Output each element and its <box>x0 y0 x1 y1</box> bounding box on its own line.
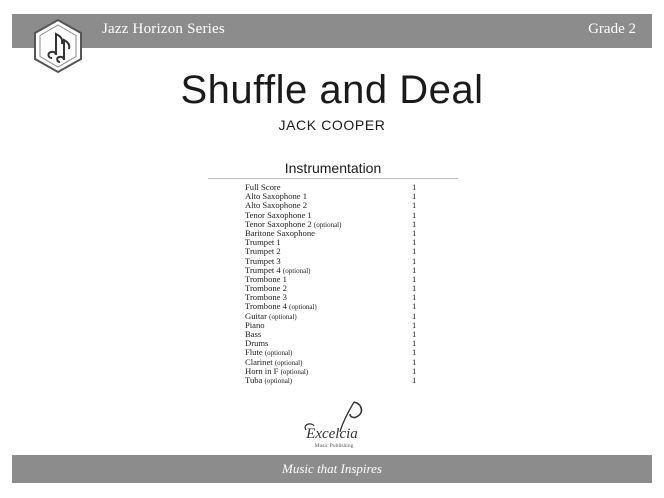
footer-bar <box>12 455 652 483</box>
instrument-row <box>245 367 425 376</box>
footer-tagline: Music that Inspires <box>282 461 382 476</box>
instrument-name: Trombone 4 <box>245 301 287 312</box>
instrumentation-list <box>245 183 425 385</box>
publisher-logo-icon <box>292 400 372 452</box>
instrument-row <box>245 339 425 348</box>
instrument-quantity: 1 <box>412 227 417 238</box>
instrument-name: Clarinet <box>245 356 273 367</box>
instrument-row <box>245 330 425 339</box>
instrument-quantity: 1 <box>412 310 417 321</box>
instrument-note: (optional) <box>269 312 297 321</box>
instrument-name: Alto Saxophone 2 <box>245 200 308 211</box>
composer-name: JACK COOPER <box>278 117 386 133</box>
publisher-name <box>305 426 358 442</box>
instrument-quantity: 1 <box>412 191 417 202</box>
instrument-note: (optional) <box>282 266 311 275</box>
instrument-name: Guitar <box>245 310 267 321</box>
instrument-quantity: 1 <box>412 319 417 330</box>
instrument-name: Trumpet 2 <box>245 246 281 257</box>
instrument-quantity: 1 <box>412 365 417 376</box>
instrument-note: (optional) <box>274 358 303 367</box>
svg-text:Music Publishing: Music Publishing <box>314 443 354 449</box>
instrumentation-divider <box>208 178 458 179</box>
instrument-name: Trombone 3 <box>245 292 287 303</box>
instrument-note: (optional) <box>280 367 309 376</box>
publisher-subtitle <box>315 443 354 449</box>
series-logo-icon <box>30 18 86 74</box>
instrument-quantity: 1 <box>412 209 417 220</box>
instrument-row <box>245 302 425 311</box>
instrument-name: Trombone 2 <box>245 283 287 294</box>
instrument-name: Alto Saxophone 1 <box>245 191 308 202</box>
instrument-row <box>245 321 425 330</box>
page-title: Shuffle and Deal <box>180 68 484 112</box>
instrument-name: Tuba <box>245 374 263 385</box>
instrument-quantity: 1 <box>412 273 417 284</box>
instrument-quantity: 1 <box>412 218 417 229</box>
instrument-quantity: 1 <box>412 374 417 385</box>
instrument-quantity: 1 <box>412 182 417 192</box>
instrument-quantity: 1 <box>412 246 417 257</box>
instrument-name: Trumpet 1 <box>245 237 281 248</box>
instrument-name: Trumpet 4 <box>245 264 281 275</box>
instrument-name: Tenor Saxophone 2 <box>245 218 312 229</box>
instrument-name: Drums <box>245 338 269 349</box>
instrument-row <box>245 312 425 321</box>
instrument-note: (optional) <box>313 220 342 229</box>
instrument-quantity: 1 <box>412 264 417 275</box>
instrument-quantity: 1 <box>412 329 417 339</box>
instrument-quantity: 1 <box>412 356 417 367</box>
instrument-quantity: 1 <box>412 301 417 312</box>
instrument-row <box>245 376 425 385</box>
instrument-name: Trombone 1 <box>245 273 287 284</box>
instrument-quantity: 1 <box>412 347 417 358</box>
instrument-name: Full Score <box>245 182 281 192</box>
instrument-quantity: 1 <box>412 237 417 248</box>
instrument-note: (optional) <box>289 303 317 312</box>
grade-label: Grade 2 <box>588 21 636 37</box>
instrument-note: (optional) <box>264 349 293 358</box>
instrumentation-heading: Instrumentation <box>284 160 382 176</box>
header-bar <box>12 14 652 48</box>
instrument-name: Trumpet 3 <box>245 255 281 266</box>
instrument-name: Baritone Saxophone <box>245 227 315 238</box>
svg-text:Excelcia: Excelcia <box>306 426 358 442</box>
instrument-quantity: 1 <box>412 292 417 303</box>
instrument-quantity: 1 <box>412 255 417 266</box>
instrument-name: Bass <box>245 329 262 339</box>
instrument-quantity: 1 <box>412 338 417 349</box>
instrument-name: Flute <box>245 347 263 358</box>
instrument-note: (optional) <box>264 376 293 385</box>
instrument-name: Horn in F <box>245 365 279 376</box>
instrument-name: Tenor Saxophone 1 <box>245 209 312 220</box>
instrument-quantity: 1 <box>412 200 417 211</box>
instrument-name: Piano <box>245 319 265 330</box>
instrument-quantity: 1 <box>412 283 417 294</box>
series-name: Jazz Horizon Series <box>102 21 225 37</box>
